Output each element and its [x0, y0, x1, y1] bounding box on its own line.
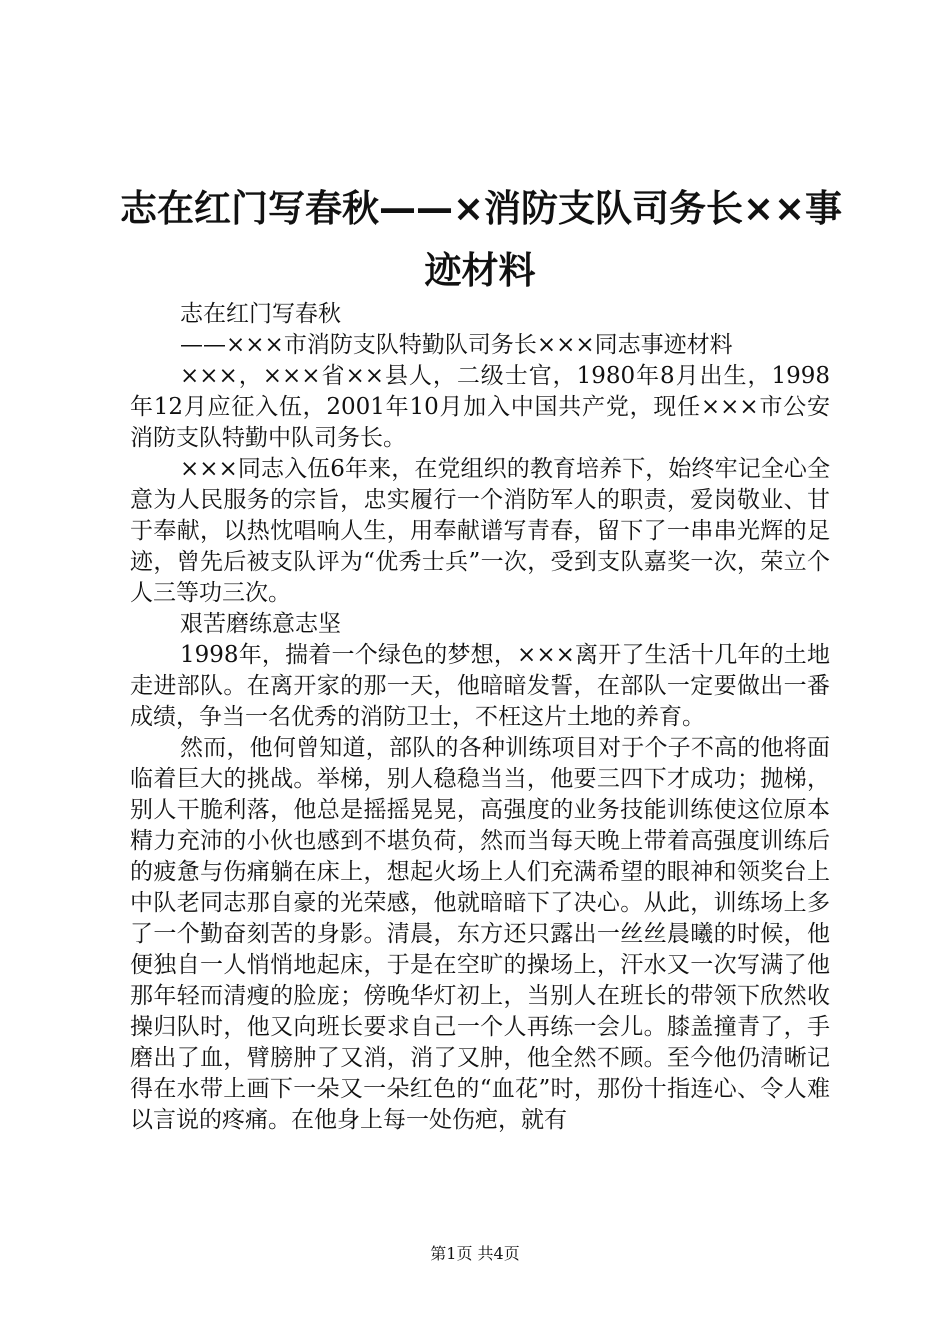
section-heading: 艰苦磨练意志坚 — [180, 611, 341, 637]
paragraph-summary: ×××同志入伍6年来，在党组织的教育培养下，始终牢记全心全意为人民服务的宗旨，忠实履行一个消防军人的职责，爱岗敬业、甘于奉献，以热忱唱响人生，用奉献谱写青春，留下了一串串光辉的足迹，曾先后被支队评为“优秀士兵”一次，受到支队嘉奖一次，荣立个人三等功三次。 — [130, 456, 830, 606]
page-footer: 第1页 共4页 — [430, 1244, 520, 1263]
document-body — [130, 299, 830, 1136]
paragraph-training: 然而，他何曾知道，部队的各种训练项目对于个子不高的他将面临着巨大的挑战。举梯，别人稳稳当当，他要三四下才成功；抛梯，别人干脆利落，他总是摇摇晃晃，高强度的业务技能训练使这位原本精力充沛的小伙也感到不堪负荷，然而当每天晚上带着高强度训练后的疲惫与伤痛躺在床上，想起火场上人们充满希望的眼神和领奖台上中队老同志那自豪的光荣感，他就暗暗下了决心。从此，训练场上多了一个勤奋刻苦的身影。清晨，东方还只露出一丝丝晨曦的时候，他便独自一人悄悄地起床，于是在空旷的操场上，汗水又一次写满了他那年轻而清瘦的脸庞；傍晚华灯初上，当别人在班长的带领下欣然收操归队时，他又向班长要求自己一个人再练一会儿。膝盖撞青了，手磨出了血，臂膀肿了又消，消了又肿，他全然不顾。至今他仍清晰记得在水带上画下一朵又一朵红色的“血花”时，那份十指连心、令人难以言说的疼痛。在他身上每一处伤疤，就有 — [130, 735, 830, 1133]
subtitle-line: ——×××市消防支队特勤队司务长×××同志事迹材料 — [180, 332, 733, 358]
paragraph-enlist: 1998年，揣着一个绿色的梦想，×××离开了生活十几年的土地走进部队。在离开家的那一天，他暗暗发誓，在部队一定要做出一番成绩，争当一名优秀的消防卫士，不枉这片土地的养育。 — [130, 642, 830, 730]
document-title — [120, 178, 843, 302]
title-line-1: 志在红门写春秋——×消防支队司务长××事 — [120, 187, 843, 230]
paragraph-profile: ×××，×××省××县人，二级士官，1980年8月出生，1998年12月应征入伍，2001年10月加入中国共产党，现任×××市公安消防支队特勤中队司务长。 — [130, 363, 830, 451]
title-line-2: 迹材料 — [424, 249, 536, 292]
subtitle-heading: 志在红门写春秋 — [180, 301, 341, 327]
